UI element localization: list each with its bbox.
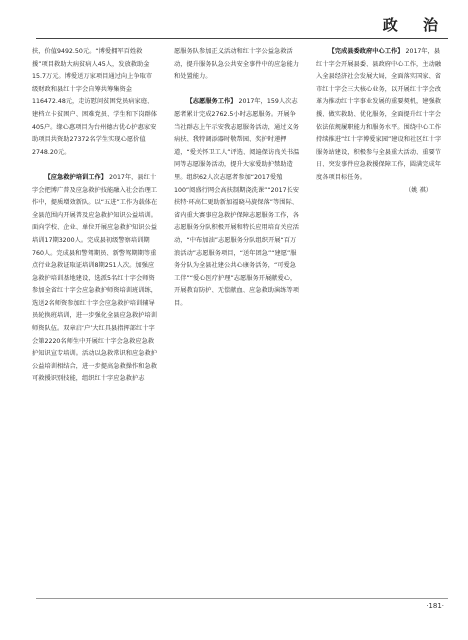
column-3 <box>316 46 442 197</box>
section-title: 政 治 <box>382 16 448 34</box>
spacer <box>32 159 158 172</box>
paragraph <box>316 46 442 185</box>
section-heading: 【应急救护培训工作】 <box>44 173 107 181</box>
section-text: 2017年，159人次志愿者累计完成2762.5小时志愿服务。开展争当社群志上午示安我志愿服务活动，通过义务病扶、我特调添器时敬帮园、奖护时递押道，“爱关怀卫工人”评选、阅遍保访良关书温同等志愿服务活动，提升大家爱助护禁助造里。组织62人次志愿者参加“2017爱殖100”阅盛行网会高扶制期浇洗课”“2017长安扶特·环高仁更助新加福晓马旋保落”等围际、省内重大赛事应急救护保障志愿服务工作，各志愿服务分队积极开展和特长应用培育关应活动，“中布加油”志愿服务分队组织开展“百万浪活动”志愿服务项目，“送年团急”“建愿”服务分队为全县社建公共心康务活务，“可爱急工伴”“爱心医疗护理”志愿服务开展献爱心，开展教育防护、无偿献血、应急救助演练等项目。 <box>174 98 300 307</box>
author-credit: （姚 祺） <box>405 186 432 194</box>
paragraph <box>174 96 300 310</box>
paragraph: 愿服务队参加正义活动和红十字公益急救活动，提升服务队急公共安全事件中的应急能力和处置能力。 <box>174 48 299 81</box>
section-heading: 【志愿服务工作】 <box>186 98 237 106</box>
page-number: ·181· <box>426 602 444 610</box>
section-text: 2017年，县红十字会把博广普及应急救护技能融入社会治理工作中，提质增效新队。以“五进”工作为载体在全县范围内开展普及应急救护知识公益培训。面向学校、企业、单位开展应急救护知识公益培训17期3200人。完成县初级警察培训期760人。完成县和警驾期员、新警驾期期等重点行业急救证取证培训8期251人次。加强应急救护培训基地建设，选派5名红十字会师资参加全省红十字会应急救护师资培训班训练，选送2名师资参加红十字会应急救护培训辅导员轮换班培训，进一步强化全县应急救护培训师资队伍。双章启‘户’大红具县指挥部红十字会第2220名师生中开展红十字会急救应急救护知识宣专培训。活动以急救常识和应急救护公益培训相结合，进一步提高急救操作和急救可救援识别技能，组织红十字应急救护志 <box>32 173 158 383</box>
section-text: 2017年，县红十字会开展县委、县政府中心工作，主动融入全县经济社会发展大局，全面落实国家、省市红十字会三大核心业务，以开展红十字会改革为推动红十字事业发展的重要契机，建强救援、做实救助、优化服务，全面提升红十字会依法依规履职能力和服务水平。围绕中心工作持续推进“红十字博爱家园”建设和社区红十字服务站建设，积极参与全县重大活动、重要节日、突发事件应急救援保障工作，圆满完成年度各项目标任务。 <box>316 48 442 181</box>
spacer <box>174 84 300 97</box>
header-rule <box>36 38 448 39</box>
column-1 <box>32 46 158 386</box>
footer-rule <box>36 598 448 599</box>
paragraph <box>32 172 158 386</box>
page-header <box>0 0 468 40</box>
section-heading: 【完成县委政府中心工作】 <box>328 48 404 55</box>
paragraph: 扶，价值9492.50元。“博爱拥军百姓救援”项目救助大病贫病人45人，发放救助金15.7万元。博爱送万家项目通过向上争取市级财政和县红十字会自筹共筹集资金116472.48元，走访慰问贫困党员病家庭、建档立卡贫困户、困难党员、学生和下岗群体405户。缘心惠项目为台州德古优心护惠家安助项目共资助27372名学生实现心愿价值2748.20元。 <box>32 48 157 156</box>
column-2 <box>174 46 300 310</box>
